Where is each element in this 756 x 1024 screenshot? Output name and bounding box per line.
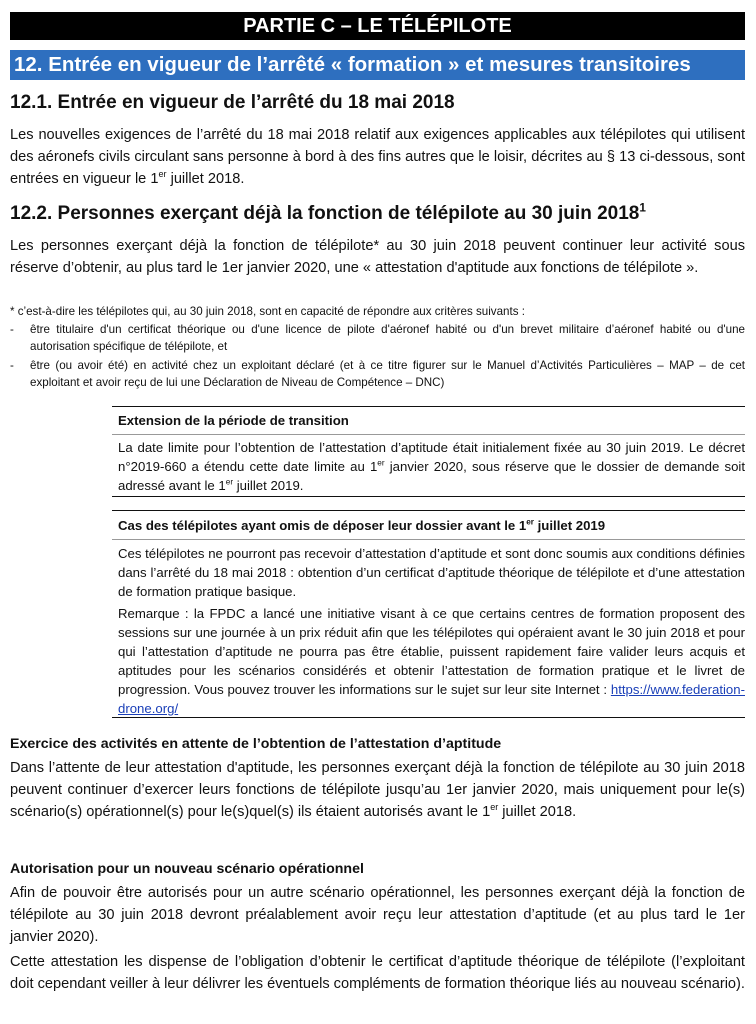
- section-12-2-paragraph: Les personnes exerçant déjà la fonction de télépilote* au 30 juin 2018 peuvent continuer leur activité sous réserve d’obtenir, au plus tard le 1er janvier 2020, une « attestation d'aptitude aux fonctions de télépilote ».: [10, 238, 745, 276]
- section-12-1-heading: 12.1. Entrée en vigueur de l’arrêté du 18 mai 2018: [10, 92, 455, 113]
- exercice-paragraph: Dans l’attente de leur attestation d'aptitude, les personnes exerçant déjà la fonction de télépilote au 30 juin 2018 peuvent continuer d’exercer leurs fonctions de télépilote jusqu’au 1er janvier 2020, mais uniquement pour le(s) scénario(s) opérationnel(s) pour le(s)quel(s) ils étaient autorisés avant le 1er juillet 2018.: [10, 760, 745, 820]
- criteria-intro: * c’est-à-dire les télépilotes qui, au 30 juin 2018, sont en capacité de répondre aux critères suivants :: [10, 305, 525, 318]
- superscript: er: [158, 169, 167, 180]
- criteria-item: - être (ou avoir été) en activité chez un exploitant déclaré (et à ce titre figurer sur le Manuel d’Activités Particulières – MAP – de cet exploitant et avoir reçu de lui une Déclaration de Niveau de Compétence – DNC): [10, 359, 745, 389]
- section-12-1-paragraph: Les nouvelles exigences de l’arrêté du 18 mai 2018 relatif aux exigences applicables aux télépilotes qui utilisent des aéronefs civils circulant sans personne à bord à des fins autres que le loisir, décrites au § 13 ci-dessous, sont entrées en vigueur le 1er juillet 2018.: [10, 127, 745, 187]
- bullet-dash: -: [10, 359, 14, 372]
- autorisation-paragraph-2: Cette attestation les dispense de l’obligation d’obtenir le certificat d’aptitude théorique de télépilote (l’exploitant doit cependant veiller à leur délivrer les éventuels compléments de formation théorique liés au nouveau scénario).: [10, 954, 745, 992]
- criteria-item: - être titulaire d'un certificat théorique ou d'une licence de pilote d'aéronef habité ou d'un brevet militaire d’aéronef habité ou d'une autorisation spécifique de télépilote, et: [10, 323, 745, 353]
- box-title: Extension de la période de transition: [118, 413, 349, 428]
- late-filing-box: [112, 510, 745, 718]
- box-paragraph: La date limite pour l’obtention de l’attestation d’aptitude était initialement fixée au 30 juin 2019. Le décret n°2019-660 a étendu cette date limite au 1er janvier 2020, sous réserve que le dossier de demande soit adressé avant le 1er juillet 2019.: [118, 440, 745, 493]
- exercice-heading: Exercice des activités en attente de l’obtention de l’attestation d’aptitude: [10, 736, 502, 752]
- box-divider: [112, 539, 745, 540]
- federation-drone-link[interactable]: https://www.federation-drone.org/: [118, 682, 745, 716]
- bullet-dash: -: [10, 323, 14, 336]
- box-paragraph: Ces télépilotes ne pourront pas recevoir d’attestation d’aptitude et sont donc soumis aux conditions définies dans l’arrêté du 18 mai 2018 : obtention d’un certificat d’aptitude théorique de télépilote et d’une attestation de formation pratique basique.: [118, 546, 745, 599]
- box-remark: Remarque : la FPDC a lancé une initiative visant à ce que certains centres de formation proposent des sessions sur une journée à un prix réduit afin que les télépilotes qui opéraient avant le 30 juin 2018 et pour qui l’attestation d’aptitude ne pourra pas être établie, puissent rapidement faire valider leurs acquis et aptitudes pour les scénarios considérés et obtenir l’attestation de formation pratique et le livret de progression. Vous pouvez trouver les informations sur le sujet sur leur site Internet : https://www.federation-drone.org/: [118, 606, 745, 716]
- section-12-2-heading: 12.2. Personnes exerçant déjà la fonction de télépilote au 30 juin 2018$^1$: [10, 201, 646, 224]
- autorisation-paragraph: Afin de pouvoir être autorisés pour un autre scénario opérationnel, les personnes exerçant déjà la fonction de télépilote au 30 juin 2018 devront préalablement avoir reçu leur attestation d’aptitude (et au plus tard le 1er janvier 2020).: [10, 885, 745, 945]
- box-title: Cas des télépilotes ayant omis de déposer leur dossier avant le 1er juillet 2019: [118, 517, 606, 533]
- transition-extension-box: [112, 406, 745, 497]
- part-banner: PARTIE C – LE TÉLÉPILOTE: [10, 12, 745, 40]
- footnote-marker: 1: [639, 201, 646, 215]
- box-divider: [112, 434, 745, 435]
- autorisation-heading: Autorisation pour un nouveau scénario opérationnel: [10, 861, 364, 877]
- chapter-title: 12. Entrée en vigueur de l’arrêté « formation » et mesures transitoires: [10, 50, 745, 80]
